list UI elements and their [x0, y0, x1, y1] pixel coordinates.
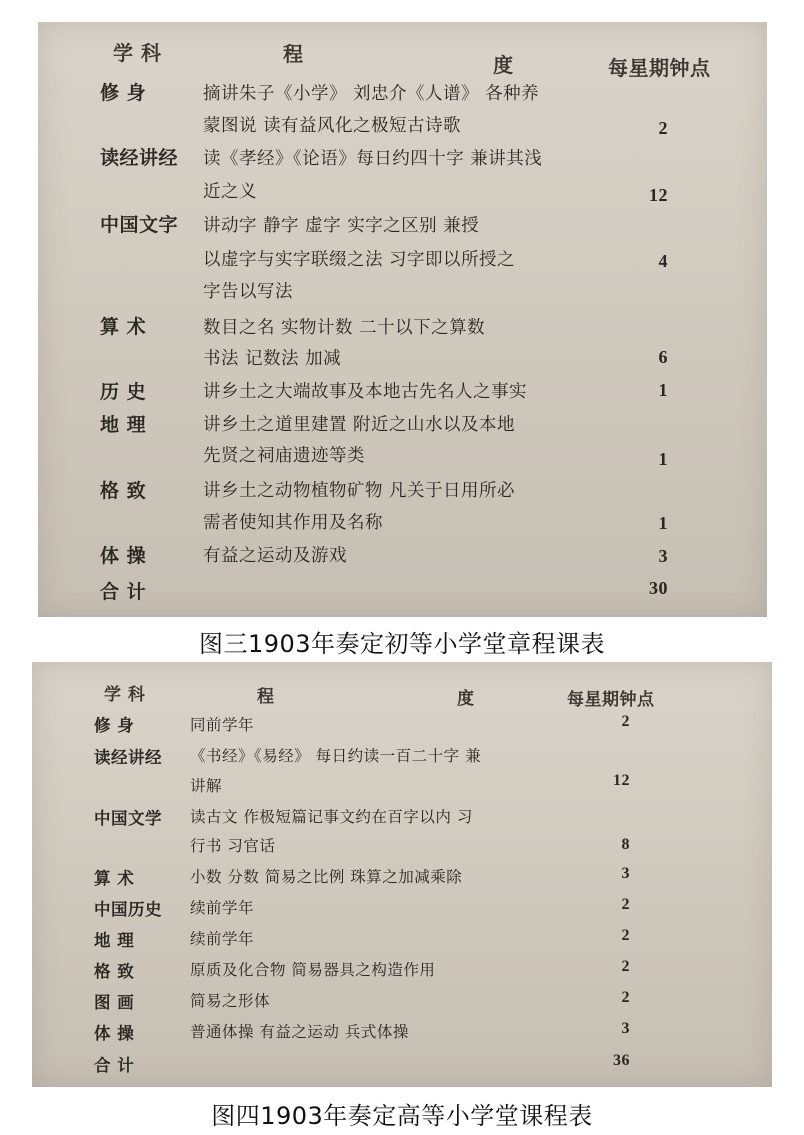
- subject-label-text: 中国历史: [94, 900, 162, 919]
- hours-value: 4: [658, 251, 668, 271]
- subject-label-text: 算 术: [100, 316, 147, 338]
- subject-label: [100, 210, 220, 237]
- hours-value: 8: [621, 836, 630, 853]
- header-curriculum-b: 度: [457, 689, 475, 709]
- curriculum-line: 续前学年: [190, 930, 255, 948]
- curriculum-line: 《书经》《易经》 每日约读一百二十字 兼: [190, 747, 482, 765]
- header-subject: 学 科: [113, 41, 162, 65]
- subject-label: [94, 744, 202, 768]
- curriculum-line: 普通体操 有益之运动 兵式体操: [190, 1023, 409, 1041]
- total-hours-value: 36: [613, 1052, 630, 1069]
- header-hours: 每星期钟点: [567, 690, 655, 710]
- subject-label-text: 历 史: [100, 381, 147, 403]
- subject-label-text: 体 操: [100, 545, 147, 567]
- hours-value: 1: [658, 380, 668, 400]
- total-hours-value: 30: [649, 578, 668, 598]
- subject-label-text: 中国文字: [100, 214, 179, 236]
- header-curriculum-a: 程: [257, 687, 275, 707]
- subject-label-text: 读经讲经: [100, 147, 179, 169]
- hours-value: 12: [649, 185, 668, 205]
- hours-value: 6: [658, 347, 668, 367]
- figure-caption-primary: 图三1903年奏定初等小学堂章程课表: [198, 630, 606, 658]
- curriculum-line: 续前学年: [190, 899, 255, 917]
- subject-label-text: 读经讲经: [94, 748, 162, 767]
- subject-label-text: 格 致: [100, 480, 147, 502]
- header-hours: 每星期钟点: [608, 56, 711, 80]
- subject-label: [100, 476, 220, 503]
- hours-value: 3: [658, 546, 668, 566]
- subject-label: [100, 410, 220, 437]
- table-photo-primary-school: [38, 22, 767, 617]
- subject-label: [94, 1020, 202, 1044]
- total-label-text: 合 计: [94, 1056, 135, 1075]
- curriculum-line: 蒙图说 读有益风化之极短古诗歌: [203, 116, 462, 136]
- table-photo-higher-primary-school: [32, 662, 772, 1087]
- curriculum-line: 简易之形体: [190, 992, 271, 1010]
- curriculum-line: 书法 记数法 加减: [203, 349, 342, 369]
- hours-value: 1: [658, 449, 668, 469]
- hours-value: 12: [613, 772, 630, 789]
- hours-value: 3: [621, 865, 630, 882]
- header-subject: 学 科: [104, 685, 146, 705]
- total-label-text: 合 计: [100, 581, 147, 603]
- subject-label: [94, 989, 202, 1013]
- curriculum-line: 行书 习官话: [190, 837, 276, 855]
- hours-value: 2: [621, 989, 630, 1006]
- curriculum-line: 讲解: [190, 777, 223, 795]
- subject-label-text: 图 画: [94, 993, 135, 1012]
- hours-value: 2: [621, 896, 630, 913]
- subject-label: [94, 896, 202, 920]
- subject-label-text: 修 身: [94, 716, 135, 735]
- subject-label: [100, 312, 220, 339]
- curriculum-line: 讲乡土之道里建置 附近之山水以及本地: [203, 415, 516, 435]
- subject-label: [100, 541, 220, 568]
- total-label: [94, 1052, 202, 1076]
- curriculum-line: 字告以写法: [203, 282, 293, 302]
- curriculum-line: 讲动字 静字 虚字 实字之区别 兼授: [203, 216, 480, 236]
- subject-label: [100, 143, 220, 170]
- subject-label-text: 地 理: [94, 931, 135, 950]
- header-curriculum-b: 度: [493, 53, 514, 77]
- curriculum-line: 读《孝经》《论语》每日约四十字 兼讲其浅: [203, 149, 543, 169]
- subject-label: [94, 805, 202, 829]
- curriculum-line: 小数 分数 简易之比例 珠算之加减乘除: [190, 868, 463, 886]
- curriculum-line: 以虚字与实字联缀之法 习字即以所授之: [203, 250, 516, 270]
- curriculum-line: 同前学年: [190, 716, 255, 734]
- hours-value: 1: [658, 513, 668, 533]
- hours-value: 2: [621, 713, 630, 730]
- subject-label-text: 地 理: [100, 414, 147, 436]
- subject-label: [100, 78, 220, 105]
- curriculum-line: 数目之名 实物计数 二十以下之算数: [203, 318, 486, 338]
- curriculum-line: 读古文 作极短篇记事文约在百字以内 习: [190, 808, 473, 826]
- header-curriculum-a: 程: [283, 42, 304, 66]
- hours-value: 2: [621, 958, 630, 975]
- subject-label: [94, 865, 202, 889]
- curriculum-line: 讲乡土之大端故事及本地古先名人之事实: [203, 382, 527, 402]
- figure-caption-higher: 图四1903年奏定高等小学堂课程表: [211, 1102, 593, 1130]
- subject-label: [94, 712, 202, 736]
- subject-label: [94, 927, 202, 951]
- curriculum-line: 近之义: [203, 182, 257, 202]
- curriculum-line: 先贤之祠庙遗迹等类: [203, 446, 365, 466]
- subject-label-text: 中国文学: [94, 809, 162, 828]
- curriculum-line: 原质及化合物 简易器具之构造作用: [190, 961, 436, 979]
- curriculum-line: 有益之运动及游戏: [203, 546, 347, 566]
- curriculum-line: 需者使知其作用及名称: [203, 513, 383, 533]
- hours-value: 3: [621, 1020, 630, 1037]
- total-label: [100, 577, 220, 604]
- curriculum-line: 摘讲朱子《小学》 刘忠介《人谱》 各种养: [203, 84, 540, 104]
- subject-label-text: 体 操: [94, 1024, 135, 1043]
- hours-value: 2: [658, 118, 668, 138]
- hours-value: 2: [621, 927, 630, 944]
- subject-label: [100, 377, 220, 404]
- subject-label-text: 算 术: [94, 869, 135, 888]
- subject-label-text: 修 身: [100, 82, 147, 104]
- curriculum-line: 讲乡土之动物植物矿物 凡关于日用所必: [203, 481, 516, 501]
- subject-label: [94, 958, 202, 982]
- subject-label-text: 格 致: [94, 962, 135, 981]
